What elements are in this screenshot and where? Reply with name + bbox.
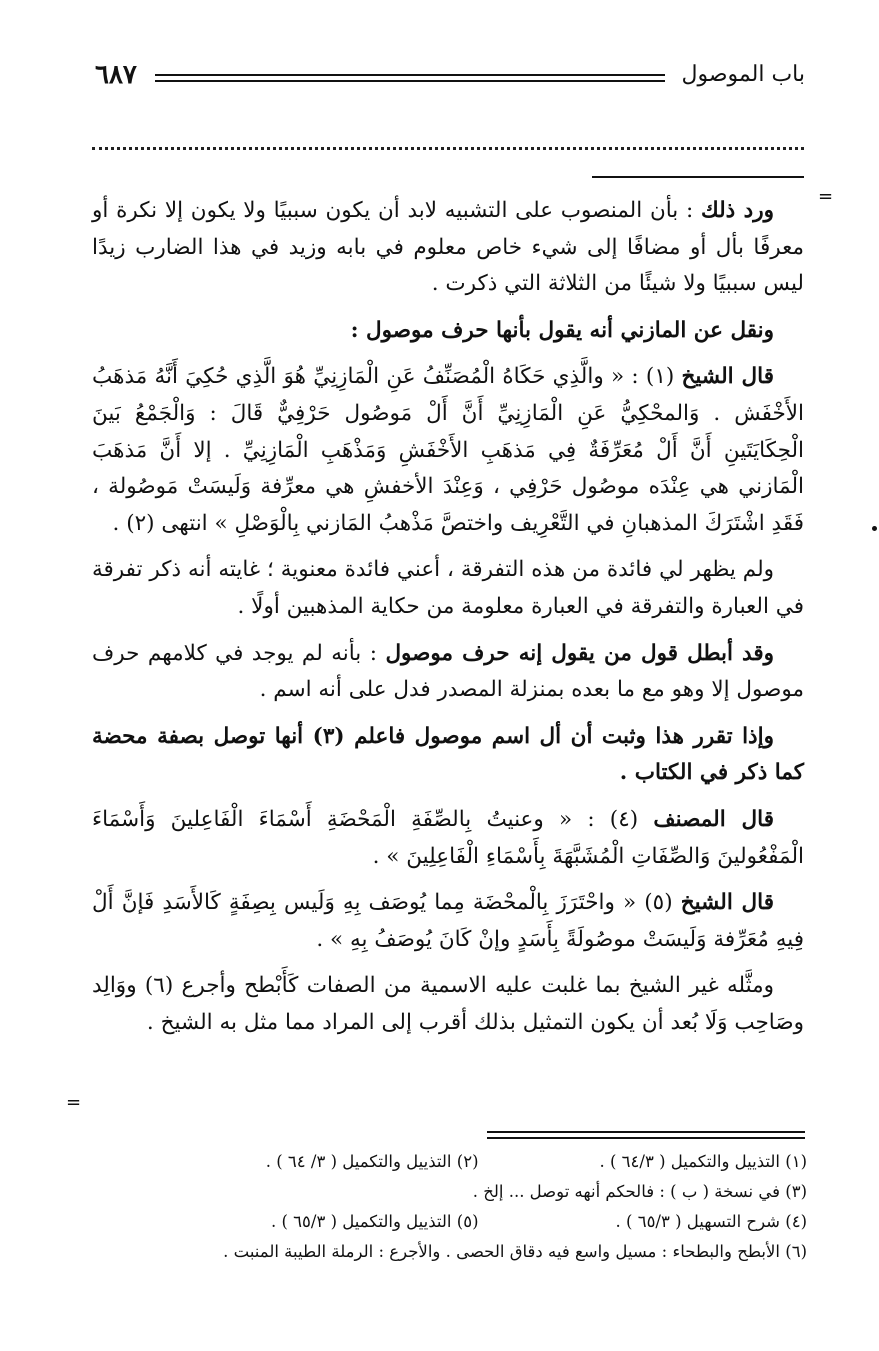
paragraph-8-lead: قال الشيخ: [680, 890, 774, 916]
paragraph-7-text: (٤) : « وعنيتُ بِالصِّفَةِ الْمَحْضَةِ أَسْمَاءَ الْفَاعِلينَ وَأَسْمَاءَ الْمَفْعُولينَ وَالصِّفَاتِ الْمُشَبَّهَةَ بِأَسْمَاءِ الْفَاعِلِينَ » .: [92, 806, 804, 869]
page-number: ٦٨٧: [95, 60, 137, 90]
paragraph-5-lead: وقد أبطل قول من يقول إنه حرف موصول: [385, 640, 774, 666]
footnote-row-3: [150, 1207, 807, 1237]
footnote-2: (٢) التذييل والتكميل ( ٣/ ٦٤ ) .: [265, 1152, 479, 1171]
footnote-3: (٣) في نسخة ( ب ) : فالحكم أنهه توصل ... إلخ .: [472, 1182, 807, 1201]
footnote-1: (١) التذييل والتكميل ( ٦٤/٣ ) .: [599, 1152, 807, 1171]
dotted-separator: [92, 147, 804, 150]
running-title: باب الموصول: [681, 62, 805, 87]
paragraph-1: [92, 193, 804, 303]
footnote-6: (٦) الأبطح والبطحاء : مسيل واسع فيه دقاق الحصى . والأجرع : الرملة الطيبة المنبت .: [223, 1242, 807, 1261]
footnotes: [150, 1147, 807, 1267]
paragraph-1-lead: ورد ذلك: [701, 198, 774, 223]
paragraph-5-text: : بأنه لم يوجد في كلامهم حرف موصول إلا وهو مع ما بعده بمنزلة المصدر فدل على أنه اسم .: [92, 640, 804, 703]
paragraph-9: ومثَّله غير الشيخ بما غلبت عليه الاسمية من الصفات كَأَبْطح وأجرع (٦) ووَالِد وصَاحِب وَلَا بُعد أن يكون التمثيل بذلك أقرب إلى المراد مما مثل به الشيخ .: [92, 973, 804, 1035]
paragraph-1-text: : بأن المنصوب على التشبيه لابد أن يكون سببيًا ولا يكون إلا نكرة أو معرفًا بأل أو مضافًا إلى شيء خاص معلوم في بابه وزيد في هذا الضارب زيدًا ليس سببيًا ولا شيئًا من الثلاثة التي ذكرت .: [92, 198, 804, 297]
paragraph-6: وإذا تقرر هذا وثبت أن أل اسم موصول فاعلم (٣) أنها توصل بصفة محضة كما ذكر في الكتاب .: [92, 723, 804, 786]
margin-mark-top: =: [818, 186, 834, 207]
main-text: [92, 193, 804, 1051]
paragraph-2: ونقل عن المازني أنه يقول بأنها حرف موصول :: [350, 317, 774, 343]
footnote-row-1: [150, 1147, 807, 1177]
short-rule: [592, 176, 804, 178]
paragraph-5: [92, 636, 804, 709]
paragraph-7-lead: قال المصنف: [653, 806, 775, 832]
paragraph-3-lead: قال الشيخ: [681, 364, 774, 390]
paragraph-3: [92, 359, 804, 542]
header-rule: [155, 74, 665, 82]
page-header: [95, 60, 805, 90]
footnote-5: (٥) التذييل والتكميل ( ٦٥/٣ ) .: [271, 1212, 479, 1231]
margin-mark-bottom: =: [66, 1092, 82, 1113]
paragraph-8-text: (٥) « واحْتَرَزَ بِالْمحْضَة مِما يُوصَف بِهِ وَلَيس بِصِفَةٍ كَالأَسَدِ فَإنَّ أَلْ فِيهِ مُعَرِّفة وَلَيسَتْ موصُولَةً بِأَسَدٍ وإنْ كَانَ يُوصَفُ بِهِ » .: [92, 890, 804, 952]
margin-dot: [872, 526, 877, 531]
paragraph-3-text: (١) : « والَّذِي حَكَاهُ الْمُصَنِّفُ عَنِ الْمَازِنِيِّ هُوَ الَّذِي حُكِيَ أَنَّهُ مَذهَبُ الأَخْفَش . وَالمحْكِيُّ عَنِ الْمَازِنِيِّ أَنَّ أَلْ مَوصُول حَرْفِيٌّ قَالَ : وَالْجَمْعُ بَينَ الْحِكَايَتَينِ أَنَّ أَلْ مُعَرِّفَةٌ فِي مَذهَبِ الأَخْفَشِ وَمَذْهَبِ الْمَازِنِيِّ . إلا أَنَّ مَذهَبَ الْمَازني هي عِنْدَه موصُول حَرْفِي ، وَعِنْدَ الأخفشِ هي معرِّفة وَلَيسَتْ مَوصُولة ، فَقَدِ اشْتَرَكَ المذهبانِ في التَّعْرِيف واختصَّ مَذْهبُ المَازني بِالْوَصْلِ » انتهى (٢) .: [92, 364, 804, 536]
paragraph-4: ولم يظهر لي فائدة من هذه التفرقة ، أعني فائدة معنوية ؛ غايته أنه ذكر تفرقة في العبارة والتفرقة في العبارة معلومة من حكاية المذهبين أولًا .: [92, 557, 804, 619]
footnote-4: (٤) شرح التسهيل ( ٦٥/٣ ) .: [615, 1212, 807, 1231]
footnote-rule: [487, 1131, 805, 1139]
paragraph-7: [92, 802, 804, 875]
paragraph-8: [92, 885, 804, 958]
